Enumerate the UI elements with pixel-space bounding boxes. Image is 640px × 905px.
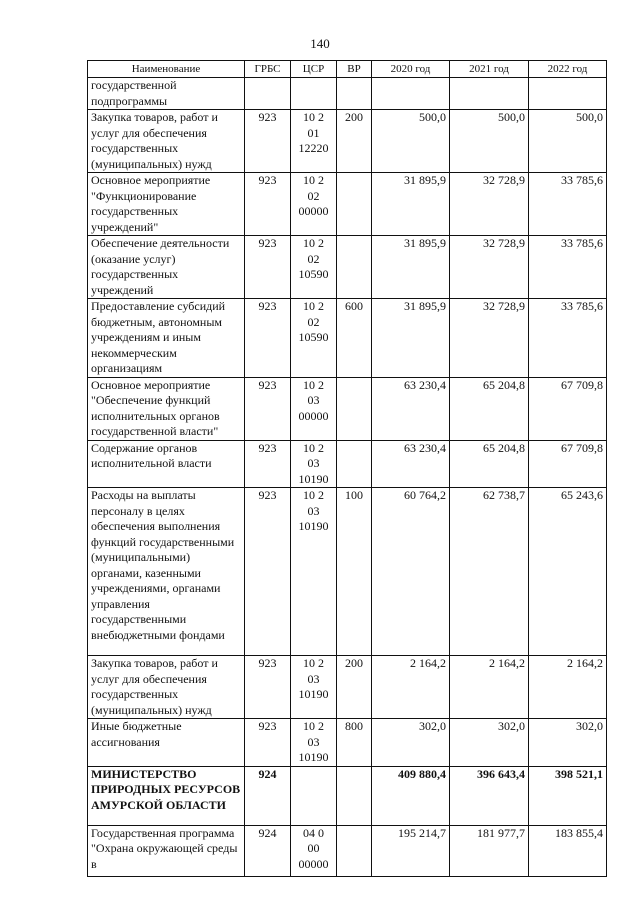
row-value-2022: 398 521,1 (529, 766, 607, 825)
row-value-2022: 33 785,6 (529, 236, 607, 299)
row-value-2022: 67 709,8 (529, 440, 607, 488)
row-value-2022: 33 785,6 (529, 299, 607, 378)
row-name: Содержание органов исполнительной власти (88, 440, 245, 488)
row-value-2020: 63 230,4 (372, 440, 450, 488)
row-grbs: 923 (245, 299, 291, 378)
row-value-2020: 409 880,4 (372, 766, 450, 825)
row-value-2022: 183 855,4 (529, 825, 607, 876)
row-vr (337, 78, 372, 110)
table-row (88, 766, 607, 825)
header-csr: ЦСР (291, 61, 337, 78)
row-grbs: 924 (245, 766, 291, 825)
row-csr: 10 2 03 10190 (291, 719, 337, 767)
row-vr: 200 (337, 110, 372, 173)
table-row (88, 236, 607, 299)
header-2021: 2021 год (450, 61, 529, 78)
row-grbs: 923 (245, 236, 291, 299)
row-vr: 100 (337, 488, 372, 656)
row-value-2021: 500,0 (450, 110, 529, 173)
header-grbs: ГРБС (245, 61, 291, 78)
row-vr: 800 (337, 719, 372, 767)
row-vr (337, 236, 372, 299)
row-value-2020: 31 895,9 (372, 173, 450, 236)
row-value-2020: 302,0 (372, 719, 450, 767)
table-row (88, 78, 607, 110)
row-value-2021: 2 164,2 (450, 656, 529, 719)
row-csr: 10 2 01 12220 (291, 110, 337, 173)
row-csr: 10 2 03 00000 (291, 377, 337, 440)
table-row (88, 488, 607, 656)
row-name: Закупка товаров, работ и услуг для обеспечения государственных (муниципальных) нужд (88, 656, 245, 719)
row-vr: 600 (337, 299, 372, 378)
row-grbs: 924 (245, 825, 291, 876)
row-name: Государственная программа "Охрана окружающей среды в (88, 825, 245, 876)
header-2022: 2022 год (529, 61, 607, 78)
row-grbs: 923 (245, 110, 291, 173)
row-value-2022 (529, 78, 607, 110)
row-value-2021: 65 204,8 (450, 377, 529, 440)
row-name: Основное мероприятие "Функционирование государственных учреждений" (88, 173, 245, 236)
row-grbs: 923 (245, 173, 291, 236)
row-value-2020: 31 895,9 (372, 236, 450, 299)
row-value-2021: 396 643,4 (450, 766, 529, 825)
row-name: Закупка товаров, работ и услуг для обеспечения государственных (муниципальных) нужд (88, 110, 245, 173)
table-row (88, 173, 607, 236)
row-value-2022: 33 785,6 (529, 173, 607, 236)
row-name: Предоставление субсидий бюджетным, автономным учреждениям и иным некоммерческим организациям (88, 299, 245, 378)
table-row (88, 656, 607, 719)
table-row (88, 440, 607, 488)
header-name: Наименование (88, 61, 245, 78)
row-value-2021: 32 728,9 (450, 299, 529, 378)
row-name: Основное мероприятие "Обеспечение функций исполнительных органов государственной власти" (88, 377, 245, 440)
row-value-2022: 2 164,2 (529, 656, 607, 719)
row-grbs: 923 (245, 719, 291, 767)
header-2020: 2020 год (372, 61, 450, 78)
row-grbs: 923 (245, 440, 291, 488)
row-name: Иные бюджетные ассигнования (88, 719, 245, 767)
row-csr: 10 2 03 10190 (291, 488, 337, 656)
row-value-2022: 302,0 (529, 719, 607, 767)
header-vr: ВР (337, 61, 372, 78)
row-value-2021: 32 728,9 (450, 173, 529, 236)
row-csr: 10 2 03 10190 (291, 440, 337, 488)
row-csr (291, 766, 337, 825)
row-grbs: 923 (245, 656, 291, 719)
row-name: Расходы на выплаты персоналу в целях обеспечения выполнения функций государственными (муниципальными) органами, казенными учреждениями, органами управления государственными внебюджетными фондами (88, 488, 245, 656)
row-csr: 04 0 00 00000 (291, 825, 337, 876)
row-vr (337, 440, 372, 488)
row-value-2021: 62 738,7 (450, 488, 529, 656)
table-row (88, 825, 607, 876)
budget-table (87, 60, 607, 877)
table-row (88, 110, 607, 173)
row-grbs: 923 (245, 488, 291, 656)
row-name: Обеспечение деятельности (оказание услуг) государственных учреждений (88, 236, 245, 299)
row-vr: 200 (337, 656, 372, 719)
row-value-2020: 500,0 (372, 110, 450, 173)
row-csr: 10 2 02 00000 (291, 173, 337, 236)
table-row (88, 377, 607, 440)
row-name: МИНИСТЕРСТВО ПРИРОДНЫХ РЕСУРСОВ АМУРСКОЙ ОБЛАСТИ (88, 766, 245, 825)
table-row (88, 299, 607, 378)
row-value-2020: 195 214,7 (372, 825, 450, 876)
row-value-2021: 65 204,8 (450, 440, 529, 488)
row-vr (337, 825, 372, 876)
row-grbs (245, 78, 291, 110)
row-value-2020 (372, 78, 450, 110)
row-value-2020: 63 230,4 (372, 377, 450, 440)
row-grbs: 923 (245, 377, 291, 440)
row-value-2022: 67 709,8 (529, 377, 607, 440)
row-value-2022: 65 243,6 (529, 488, 607, 656)
page-number: 140 (310, 36, 330, 51)
row-csr (291, 78, 337, 110)
table-row (88, 719, 607, 767)
row-value-2021: 302,0 (450, 719, 529, 767)
table-header-row (88, 61, 607, 78)
row-vr (337, 377, 372, 440)
row-value-2020: 31 895,9 (372, 299, 450, 378)
row-value-2021: 32 728,9 (450, 236, 529, 299)
row-value-2021: 181 977,7 (450, 825, 529, 876)
row-vr (337, 766, 372, 825)
row-vr (337, 173, 372, 236)
row-csr: 10 2 03 10190 (291, 656, 337, 719)
row-value-2020: 60 764,2 (372, 488, 450, 656)
row-csr: 10 2 02 10590 (291, 299, 337, 378)
row-value-2020: 2 164,2 (372, 656, 450, 719)
row-value-2022: 500,0 (529, 110, 607, 173)
table-body (88, 78, 607, 877)
row-csr: 10 2 02 10590 (291, 236, 337, 299)
row-value-2021 (450, 78, 529, 110)
row-name: государственной подпрограммы (88, 78, 245, 110)
